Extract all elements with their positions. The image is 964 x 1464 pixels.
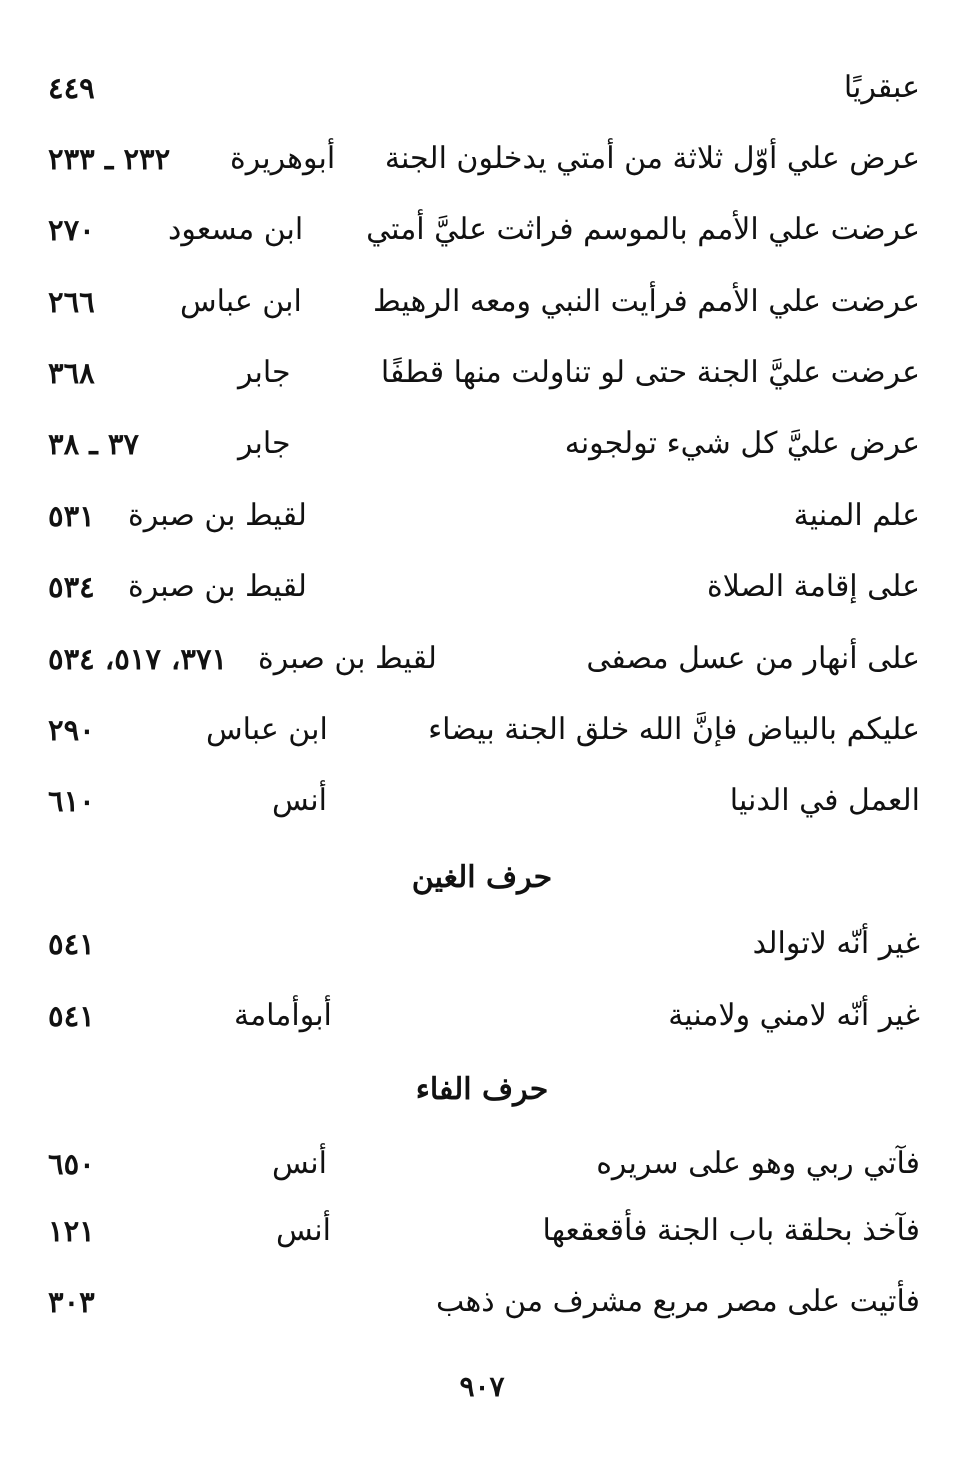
hadith-phrase: فآخذ بحلقة باب الجنة فأقعقعها	[542, 1213, 920, 1248]
index-entry	[0, 272, 964, 332]
index-entry	[0, 343, 964, 403]
hadith-phrase: عرضت عليَّ الجنة حتى لو تناولت منها قطفًا	[380, 355, 920, 390]
index-entry	[0, 1134, 964, 1194]
narrator-name: جابر	[238, 426, 291, 461]
hadith-phrase: عرضت علي الأمم بالموسم فراثت عليَّ أمتي	[366, 212, 920, 247]
hadith-phrase: غير أنّه لاتوالد	[752, 926, 920, 961]
narrator-name: لقيط بن صبرة	[128, 569, 307, 604]
index-entry	[0, 58, 964, 118]
hadith-phrase: عرضت علي الأمم فرأيت النبي ومعه الرهيط	[372, 284, 920, 319]
page-reference: ٢٣٢ ـ ٢٣٣	[48, 142, 171, 176]
narrator-name: ابن عباس	[206, 712, 328, 747]
page-reference: ٣٧ ـ ٣٨	[48, 427, 140, 461]
index-entry	[0, 914, 964, 974]
hadith-phrase: على أنهار من عسل مصفى	[586, 641, 920, 676]
hadith-phrase: على إقامة الصلاة	[707, 569, 920, 604]
hadith-phrase: عبقريًا	[843, 70, 920, 105]
page-reference: ٣٧١، ٥١٧، ٥٣٤	[48, 642, 228, 676]
hadith-phrase: فآتي ربي وهو على سريره	[596, 1146, 920, 1181]
page-reference: ٥٣١	[48, 499, 95, 533]
index-entry	[0, 986, 964, 1046]
page-reference: ٣٠٣	[48, 1285, 95, 1319]
narrator-name: لقيط بن صبرة	[128, 498, 307, 533]
narrator-name: أنس	[272, 1146, 327, 1181]
hadith-phrase: عرض عليَّ كل شيء تولجونه	[564, 426, 920, 461]
index-entry	[0, 557, 964, 617]
page-reference: ٥٤١	[48, 999, 95, 1033]
narrator-name: أبوهريرة	[230, 141, 336, 176]
page-reference: ٢٦٦	[48, 285, 95, 319]
page-reference: ٢٧٠	[48, 213, 95, 247]
index-entry	[0, 1201, 964, 1261]
index-entry	[0, 1272, 964, 1332]
hadith-phrase: علم المنية	[793, 498, 920, 533]
hadith-phrase: العمل في الدنيا	[729, 783, 920, 818]
narrator-name: جابر	[238, 355, 291, 390]
page-reference: ٤٤٩	[48, 71, 95, 105]
page-reference: ٦٥٠	[48, 1147, 95, 1181]
index-entry	[0, 771, 964, 831]
hadith-phrase: فأتيت على مصر مربع مشرف من ذهب	[436, 1284, 920, 1319]
page-reference: ٦١٠	[48, 784, 95, 818]
narrator-name: ابن مسعود	[168, 212, 304, 247]
page-reference: ٥٤١	[48, 927, 95, 961]
narrator-name: لقيط بن صبرة	[258, 641, 437, 676]
narrator-name: ابن عباس	[180, 284, 302, 319]
section-heading: حرف الغين	[411, 860, 553, 895]
index-entry	[0, 414, 964, 474]
page-reference: ٣٦٨	[48, 356, 95, 390]
index-entry	[0, 486, 964, 546]
hadith-phrase: عرض علي أوّل ثلاثة من أمتي يدخلون الجنة	[384, 141, 920, 176]
index-entry	[0, 200, 964, 260]
narrator-name: أنس	[272, 783, 327, 818]
index-entry	[0, 700, 964, 760]
section-heading: حرف الفاء	[415, 1072, 549, 1107]
hadith-phrase: عليكم بالبياض فإنَّ الله خلق الجنة بيضاء	[428, 712, 920, 747]
page-number: ٩٠٧	[459, 1370, 505, 1403]
page-reference: ١٢١	[48, 1214, 95, 1248]
index-entry	[0, 629, 964, 689]
page-reference: ٥٣٤	[48, 570, 95, 604]
page-reference: ٢٩٠	[48, 713, 95, 747]
narrator-name: أنس	[276, 1213, 331, 1248]
hadith-phrase: غير أنّه لامني ولامنية	[668, 998, 920, 1033]
narrator-name: أبوأمامة	[234, 998, 332, 1033]
index-entry	[0, 129, 964, 189]
